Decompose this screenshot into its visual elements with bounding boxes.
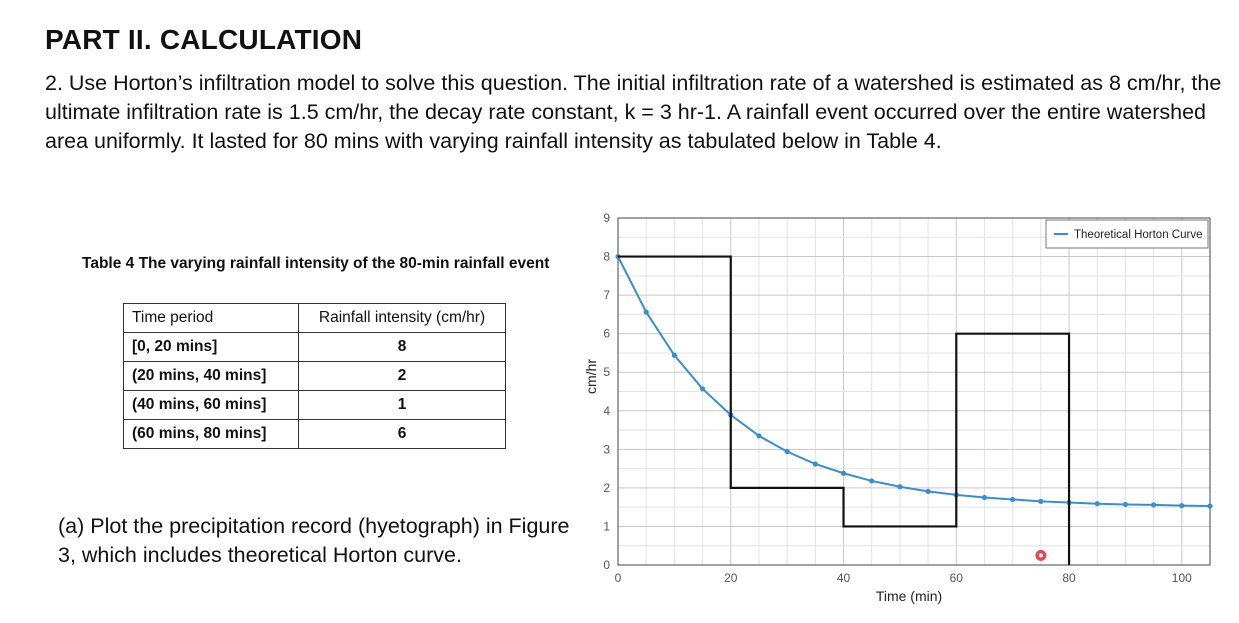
x-axis-label: Time (min): [875, 588, 943, 604]
rainfall-table: [123, 303, 506, 449]
row-period: (60 mins, 80 mins]: [124, 420, 299, 449]
horton-curve-point: [1151, 502, 1156, 507]
header-time-period: Time period: [124, 304, 299, 333]
horton-curve-point: [1010, 497, 1015, 502]
table-row: [124, 420, 506, 449]
red-marker-center: [1039, 553, 1043, 557]
x-tick-label: 80: [1062, 571, 1076, 585]
horton-curve-point: [700, 386, 705, 391]
question-text: 2. Use Horton’s infiltration model to solve this question. The initial infiltration rate of a watershed is estimated as 8 cm/hr, the ultimate infiltration rate is 1.5 cm/hr, the decay rate constant, k = 3 hr-1. A rainfall event occurred over the entire watershed area uniformly. It lasted for 80 mins with varying rainfall intensity as tabulated below in Table 4.: [45, 71, 1222, 153]
horton-curve-point: [1207, 503, 1212, 508]
horton-curve-point: [982, 495, 987, 500]
horton-curve-point: [756, 433, 761, 438]
x-tick-label: 100: [1171, 571, 1192, 585]
y-tick-label: 2: [603, 480, 610, 495]
x-tick-label: 20: [724, 571, 738, 585]
row-period: [0, 20 mins]: [124, 333, 299, 362]
y-tick-label: 1: [603, 519, 610, 534]
header-rainfall-intensity: Rainfall intensity (cm/hr): [299, 304, 506, 333]
horton-curve-point: [1179, 503, 1184, 508]
horton-curve-point: [1095, 501, 1100, 506]
y-tick-label: 8: [603, 249, 610, 264]
horton-curve-point: [897, 484, 902, 489]
y-tick-label: 5: [603, 365, 610, 380]
y-tick-label: 6: [603, 326, 610, 341]
row-intensity: 8: [299, 333, 506, 362]
horton-curve-point: [672, 353, 677, 358]
horton-curve-point: [785, 449, 790, 454]
horton-curve-point: [813, 461, 818, 466]
horton-curve-point: [925, 489, 930, 494]
horton-curve-point: [1123, 502, 1128, 507]
table-row: [124, 333, 506, 362]
table-header-row: [124, 304, 506, 333]
y-tick-label: 0: [603, 558, 610, 572]
y-tick-label: 3: [603, 442, 610, 457]
row-period: (40 mins, 60 mins]: [124, 391, 299, 420]
row-intensity: 6: [299, 420, 506, 449]
table-caption: Table 4 The varying rainfall intensity of the 80-min rainfall event: [82, 255, 550, 272]
part-a-text: (a) Plot the precipitation record (hyetograph) in Figure 3, which includes theoretical Horton curve.: [58, 514, 570, 567]
row-intensity: 2: [299, 362, 506, 391]
horton-curve-point: [869, 478, 874, 483]
x-tick-label: 60: [949, 571, 963, 585]
row-period: (20 mins, 40 mins]: [124, 362, 299, 391]
y-axis-label: cm/hr: [583, 359, 599, 394]
y-tick-label: 4: [603, 403, 610, 418]
table-row: [124, 362, 506, 391]
row-intensity: 1: [299, 391, 506, 420]
horton-curve-point: [1038, 499, 1043, 504]
table-row: [124, 391, 506, 420]
horton-curve-point: [841, 471, 846, 476]
page-heading: PART II. CALCULATION: [45, 24, 363, 55]
y-tick-label: 7: [603, 288, 610, 303]
x-tick-label: 0: [614, 571, 622, 585]
x-tick-label: 40: [836, 571, 851, 585]
hyetograph-chart: [566, 205, 1226, 610]
horton-curve-point: [644, 309, 649, 314]
legend-label: Theoretical Horton Curve: [1074, 229, 1203, 241]
y-tick-label: 9: [603, 211, 610, 225]
